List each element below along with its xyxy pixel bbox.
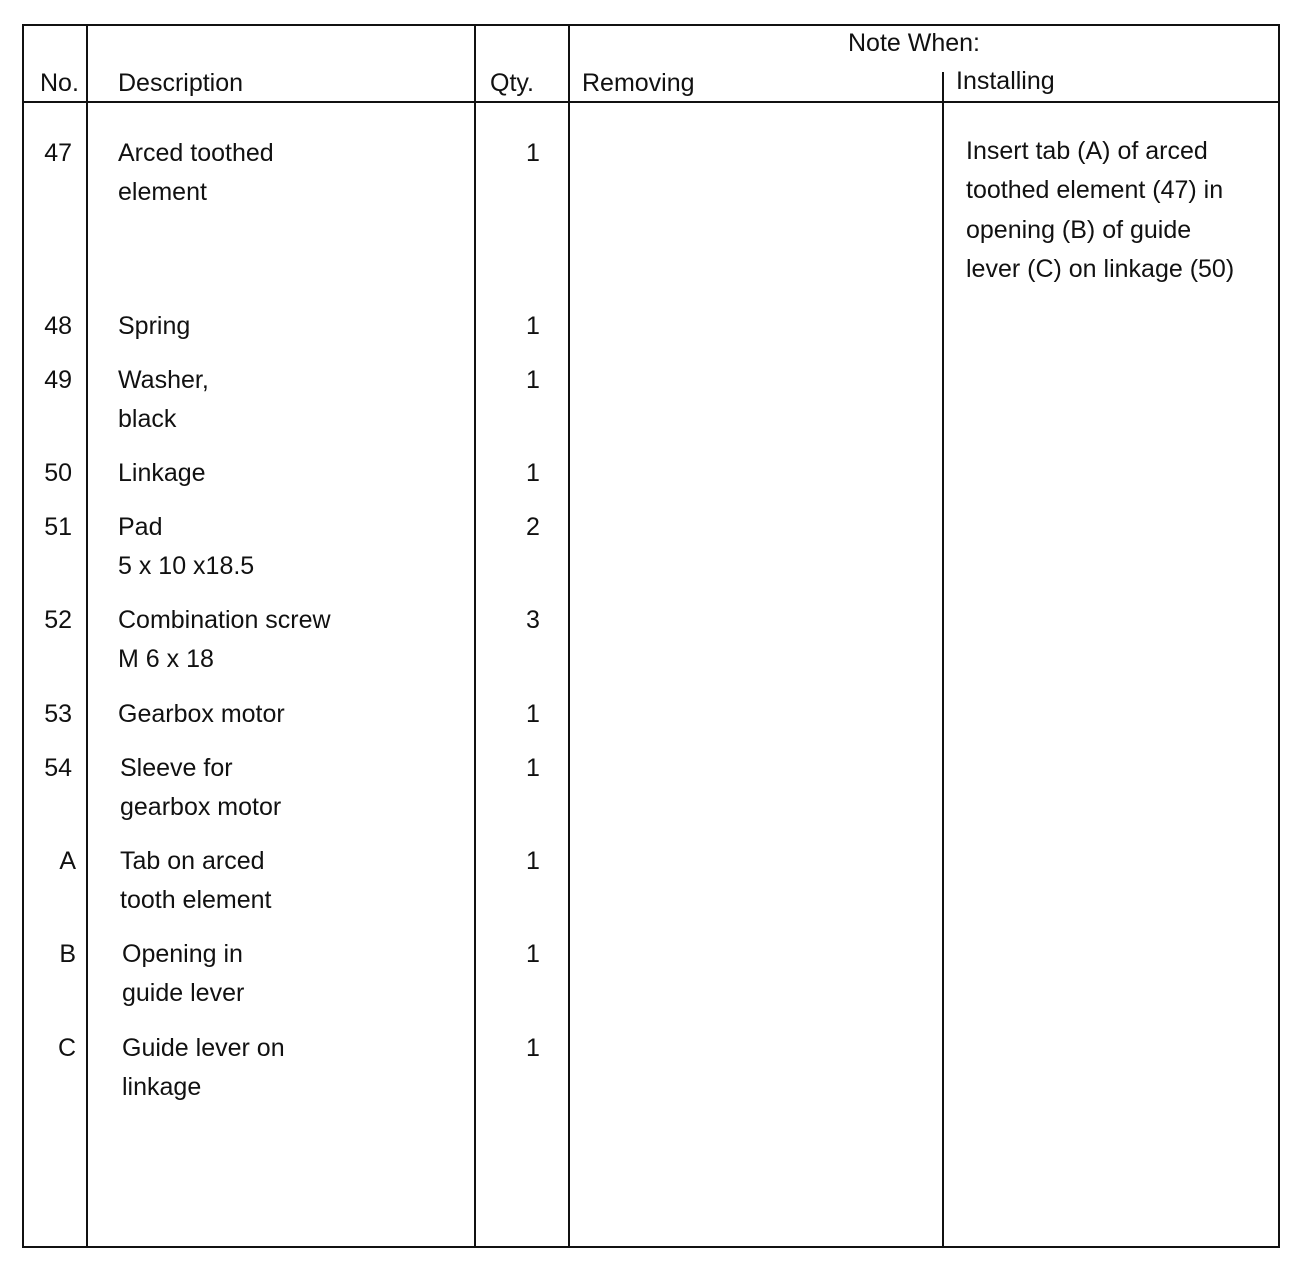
row-description-line: Linkage	[118, 459, 206, 487]
header-note-when: Note When:	[848, 29, 981, 57]
column-divider-no	[86, 24, 88, 1248]
row-description-line: element	[118, 178, 207, 206]
row-installing-note-line: Insert tab (A) of arced	[966, 137, 1208, 165]
row-description-line: guide lever	[122, 979, 245, 1007]
row-qty: 3	[526, 606, 540, 634]
row-no: A	[59, 847, 76, 875]
row-description-line: Combination screw	[118, 606, 331, 634]
row-qty: 1	[526, 940, 540, 968]
row-description-line: Arced toothed	[118, 139, 274, 167]
row-description-line: black	[118, 405, 177, 433]
header-qty: Qty.	[490, 69, 534, 97]
row-description-line: 5 x 10 x18.5	[118, 552, 255, 580]
row-installing-note-line: lever (C) on linkage (50)	[966, 255, 1235, 283]
row-description-line: linkage	[122, 1073, 202, 1101]
column-divider-description	[474, 24, 476, 1248]
row-no: 54	[44, 754, 72, 782]
row-qty: 1	[526, 459, 540, 487]
row-installing-note-line: toothed element (47) in	[966, 176, 1224, 204]
row-description-line: Pad	[118, 513, 163, 541]
row-qty: 1	[526, 139, 540, 167]
row-installing-note-line: opening (B) of guide	[966, 216, 1192, 244]
header-no: No.	[40, 69, 79, 97]
row-no: 49	[44, 366, 72, 394]
row-description-line: M 6 x 18	[118, 645, 214, 673]
header-removing: Removing	[582, 69, 695, 97]
row-description-line: Spring	[118, 312, 191, 340]
row-description-line: Opening in	[122, 940, 243, 968]
row-qty: 1	[526, 312, 540, 340]
header-description: Description	[118, 69, 244, 97]
row-description-line: Tab on arced	[120, 847, 265, 875]
row-qty: 1	[526, 366, 540, 394]
row-no: B	[59, 940, 76, 968]
column-divider-qty	[568, 24, 570, 1248]
row-no: C	[57, 1034, 76, 1062]
row-description-line: Sleeve for	[120, 754, 233, 782]
row-description-line: Washer,	[118, 366, 209, 394]
row-no: 53	[44, 700, 72, 728]
row-no: 51	[44, 513, 72, 541]
row-description-line: Guide lever on	[122, 1034, 285, 1062]
row-qty: 1	[526, 700, 540, 728]
column-divider-removing	[942, 72, 944, 1248]
row-description-line: gearbox motor	[120, 793, 282, 821]
row-no: 47	[44, 139, 72, 167]
row-no: 48	[44, 312, 72, 340]
row-qty: 1	[526, 1034, 540, 1062]
row-no: 50	[44, 459, 72, 487]
row-qty: 2	[526, 513, 540, 541]
header-installing: Installing	[956, 67, 1055, 95]
row-qty: 1	[526, 754, 540, 782]
row-description-line: Gearbox motor	[118, 700, 285, 728]
row-description-line: tooth element	[120, 886, 272, 914]
row-no: 52	[44, 606, 72, 634]
row-qty: 1	[526, 847, 540, 875]
